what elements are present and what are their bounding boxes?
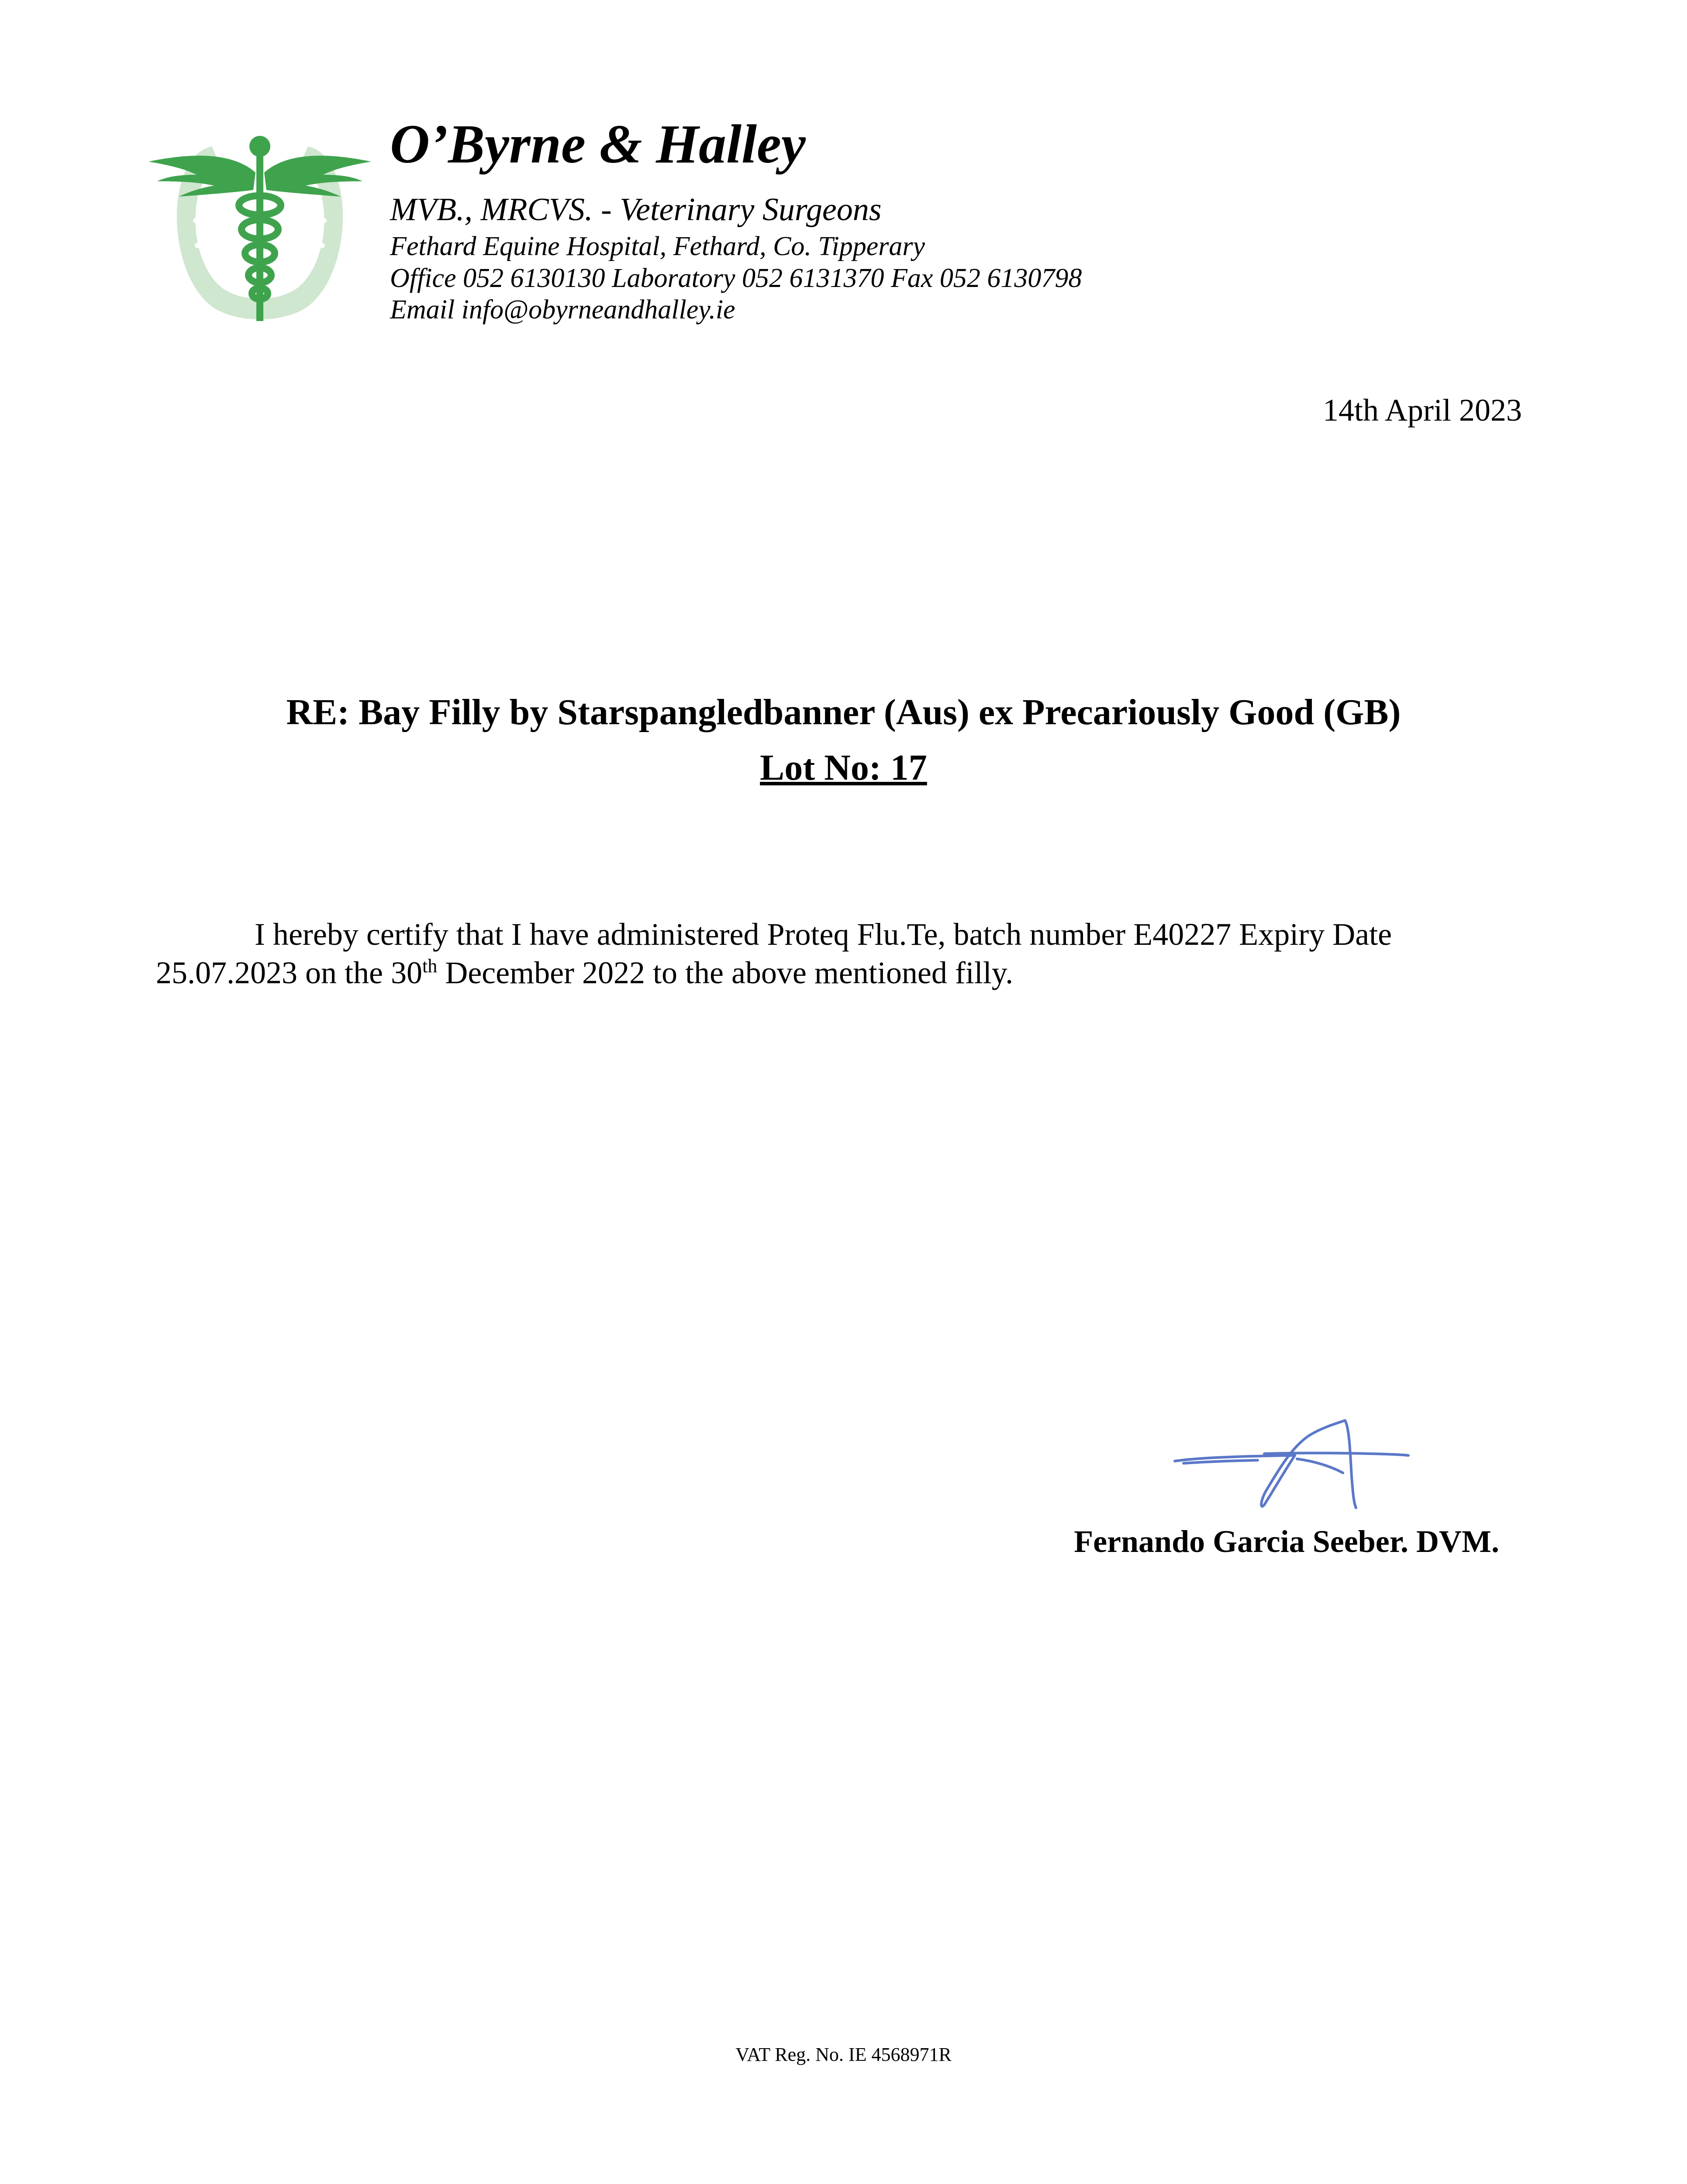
lot-number: Lot No: 17 [760,747,927,788]
signer-name: Fernando Garcia Seeber. DVM. [1074,1524,1499,1559]
firm-subtitle: MVB., MRCVS. - Veterinary Surgeons [390,192,882,228]
lot-number-line [0,748,1687,788]
body-line-2 [156,954,1532,992]
firm-name: O’Byrne & Halley [390,114,806,175]
body-line-2-end: December 2022 to the above mentioned filly. [437,955,1014,990]
body-line-2-start: 25.07.2023 on the 30 [156,955,422,990]
handwritten-signature-icon [1170,1415,1411,1511]
firm-address: Fethard Equine Hospital, Fethard, Co. Tipperary [390,232,925,261]
subject-line: RE: Bay Filly by Starspangledbanner (Aus) ex Precariously Good (GB) [286,692,1401,733]
vat-number: VAT Reg. No. IE 4568971R [735,2044,952,2065]
firm-phones: Office 052 6130130 Laboratory 052 6131370 Fax 052 6130798 [390,263,1082,293]
certification-paragraph [156,915,1532,992]
caduceus-horseshoe-icon [148,131,371,328]
ordinal-suffix: th [422,955,438,977]
letter-date: 14th April 2023 [1322,393,1522,428]
body-line-1: I hereby certify that I have administered Proteq Flu.Te, batch number E40227 Expiry Date [255,917,1392,952]
firm-email: Email info@obyrneandhalley.ie [390,295,735,325]
